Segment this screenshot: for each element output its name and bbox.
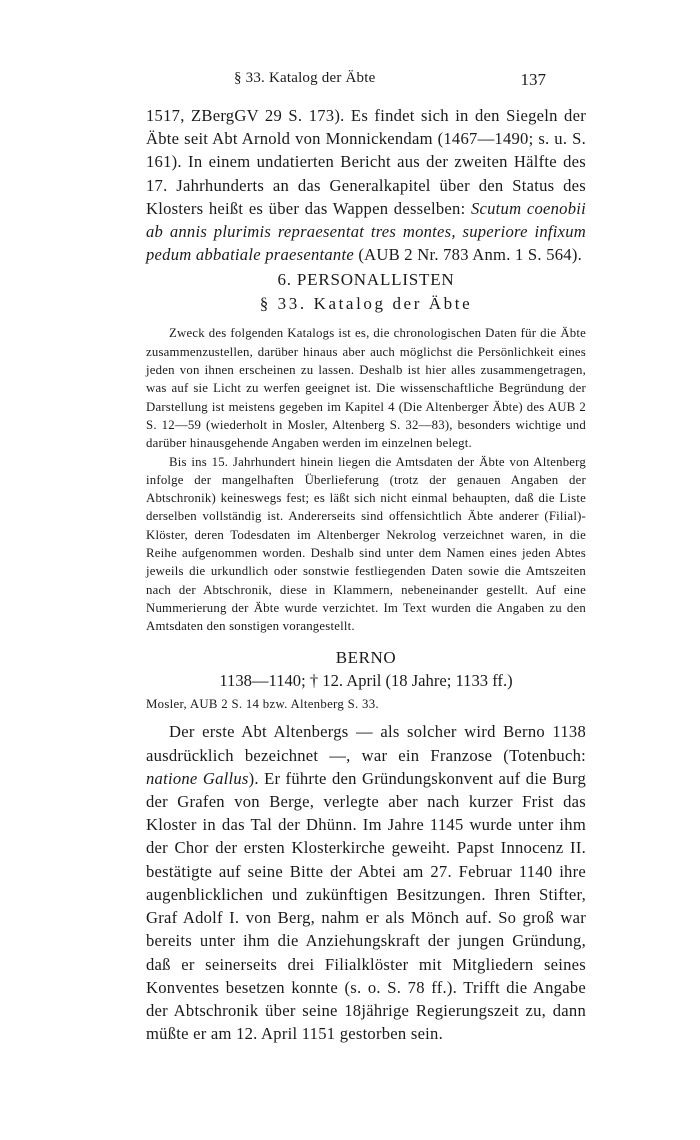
running-title: § 33. Katalog der Äbte	[234, 70, 376, 86]
abbot-dates: 1138—1140; † 12. April (18 Jahre; 1133 ff.)	[219, 671, 513, 691]
preface-paragraph-1: Zweck des folgenden Katalogs ist es, die chronologischen Daten für die Äbte zusammenzustellen, darüber hinaus aber auch möglichst die Persönlichkeit eines jeden von ihnen erscheinen zu lassen. Deshalb ist hier alles zusammengetragen, was auf sie Licht zu werfen geeignet ist. Die wissenschaftliche Begründung der Darstellung ist meistens gegeben im Kapitel 4 (Die Altenberger Äbte) des AUB 2 S. 12—59 (wiederholt in Mosler, Altenberg S. 32—83), besonders wichtige und darüber hinausgehende Angaben werden im einzelnen belegt.	[146, 326, 586, 451]
intro-paragraph	[146, 104, 586, 266]
intro-text-start: 1517, ZBergGV 29 S. 173). Es findet sich in den Siegeln der Äbte seit Abt Arnold von Monnickendam (1467—1490; s. u. S. 161). In einem undatierten Bericht aus der zweiten Hälfte des 17. Jahrhunderts an das Generalkapitel über den Status des Klosters heißt es über das Wappen desselben:	[146, 106, 586, 218]
intro-text-end: (AUB 2 Nr. 783 Anm. 1 S. 564).	[353, 245, 583, 265]
subsection-heading: § 33. Katalog der Äbte	[259, 294, 473, 314]
running-head	[146, 70, 546, 94]
text-block	[146, 104, 586, 1045]
abbot-biography-end: ). Er führte den Gründungskonvent auf die Burg der Grafen von Berge, verlegte aber nach kurzer Frist das Kloster in das Tal der Dhünn. Im Jahre 1145 wurde unter ihm der Chor der ersten Klosterkirche geweiht. Papst Innocenz II. bestätigte auf seine Bitte der Abtei am 27. Februar 1140 ihre augenblicklichen und zukünftigen Besitzungen. Ihren Stifter, Graf Adolf I. von Berg, nahm er als Mönch auf. So groß war bereits unter ihm die Anziehungskraft der jungen Gründung, daß er seinerseits drei Filialklöster mit Mitgliedern seines Konventes besetzen konnte (s. o. S. 78 ff.). Trifft die Angabe der Abtschronik über seine 18jährige Regierungszeit zu, dann müßte er am 12. April 1151 gestorben sein.	[146, 768, 586, 1044]
page-number: 137	[520, 70, 546, 89]
abbot-biography-start: Der erste Abt Altenbergs — als solcher wird Berno 1138 ausdrücklich bezeichnet —, war ein Franzose (Totenbuch:	[146, 722, 586, 765]
latin-quote: Scutum coenobii ab annis plurimis repraesentat tres montes, superiore infixum pedum abbatiale praesentante	[146, 198, 586, 265]
abbot-name: BERNO	[335, 648, 397, 668]
preface-paragraph-2: Bis ins 15. Jahrhundert hinein liegen die Amtsdaten der Äbte von Altenberg infolge der mangelhaften Überlieferung (trotz der genauen Angaben der Abtschronik) keineswegs fest; es läßt sich nicht einmal behaupten, daß die Liste derselben vollständig ist. Andererseits sind offensichtlich Äbte anderer (Filial)-Klöster, deren Todesdaten im Altenberger Nekrolog verzeichnet waren, in die Reihe aufgenommen worden. Deshalb sind unter dem Namen eines jeden Abtes jeweils die urkundlich oder sonstwie festliegenden Daten sowie die Amtszeiten nach der Abtschronik, diese in Klammern, nebeneinander gestellt. Auf eine Nummerierung der Äbte wurde verzichtet. Im Text wurden die Angaben zu den Amtsdaten den sonstigen vorangestellt.	[146, 454, 586, 634]
abbot-sources: Mosler, AUB 2 S. 14 bzw. Altenberg S. 33.	[146, 697, 379, 712]
totenbuch-quote: natione Gallus	[146, 768, 249, 788]
abbot-biography	[146, 720, 586, 1045]
section-heading: 6. PERSONALLISTEN	[277, 270, 455, 290]
